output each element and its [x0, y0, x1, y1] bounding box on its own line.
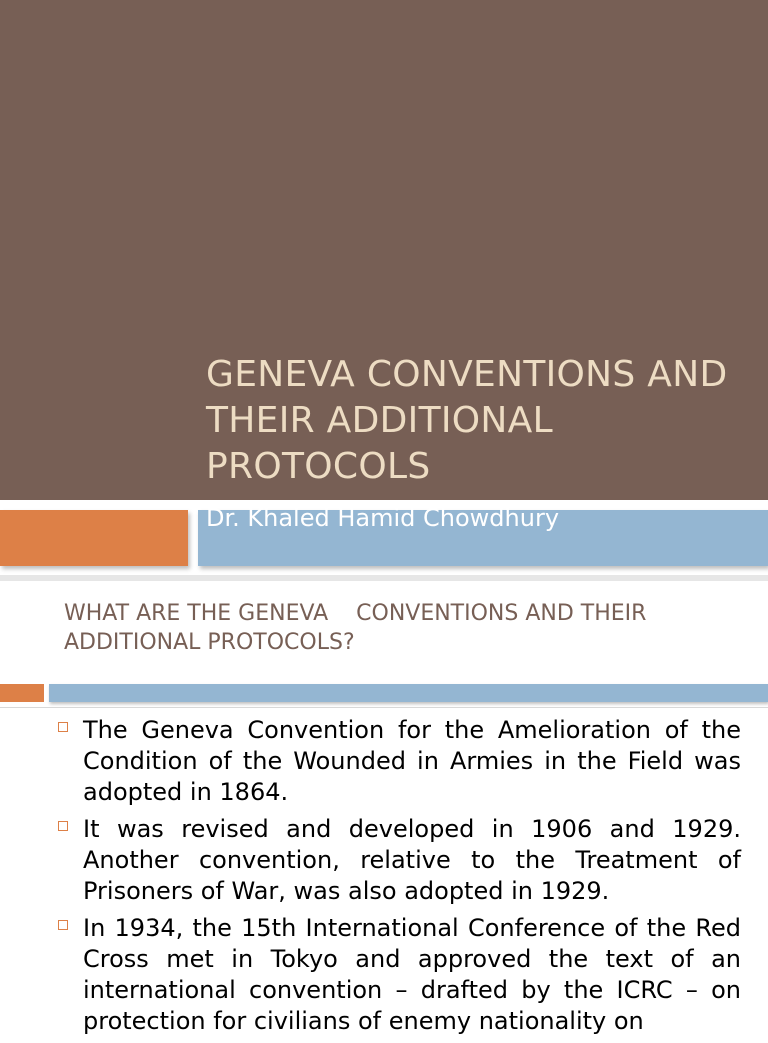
slide-title: WHAT ARE THE GENEVA CONVENTIONS AND THEIR ADDITIONAL PROTOCOLS? — [64, 601, 654, 655]
divider-line — [0, 707, 768, 708]
orange-accent-bar — [0, 510, 188, 566]
hollow-square-bullet-icon — [58, 920, 68, 930]
hollow-square-bullet-icon — [58, 722, 68, 732]
bullet-list — [58, 715, 741, 1043]
presenter-name: Dr. Khaled Hamid Chowdhury — [206, 504, 560, 532]
content-slide — [0, 581, 768, 1035]
bullet-text: The Geneva Convention for the Amelioration of the Condition of the Wounded in Armies in the Field was adopted in 1864. — [83, 716, 741, 806]
orange-divider-bar — [0, 684, 44, 702]
presentation-title: GENEVA CONVENTIONS AND THEIR ADDITIONAL PROTOCOLS — [206, 354, 728, 487]
bullet-text: It was revised and developed in 1906 and 1929. Another convention, relative to the Treatment of Prisoners of War, was also adopted in 1929. — [83, 815, 741, 905]
list-item — [58, 715, 741, 808]
list-item — [58, 814, 741, 907]
hollow-square-bullet-icon — [58, 821, 68, 831]
bullet-text: In 1934, the 15th International Conference of the Red Cross met in Tokyo and approved the text of an international convention – drafted by the ICRC – on protection for civilians of enemy nationality on — [83, 914, 741, 1035]
list-item — [58, 913, 741, 1037]
blue-divider-bar — [49, 684, 768, 702]
